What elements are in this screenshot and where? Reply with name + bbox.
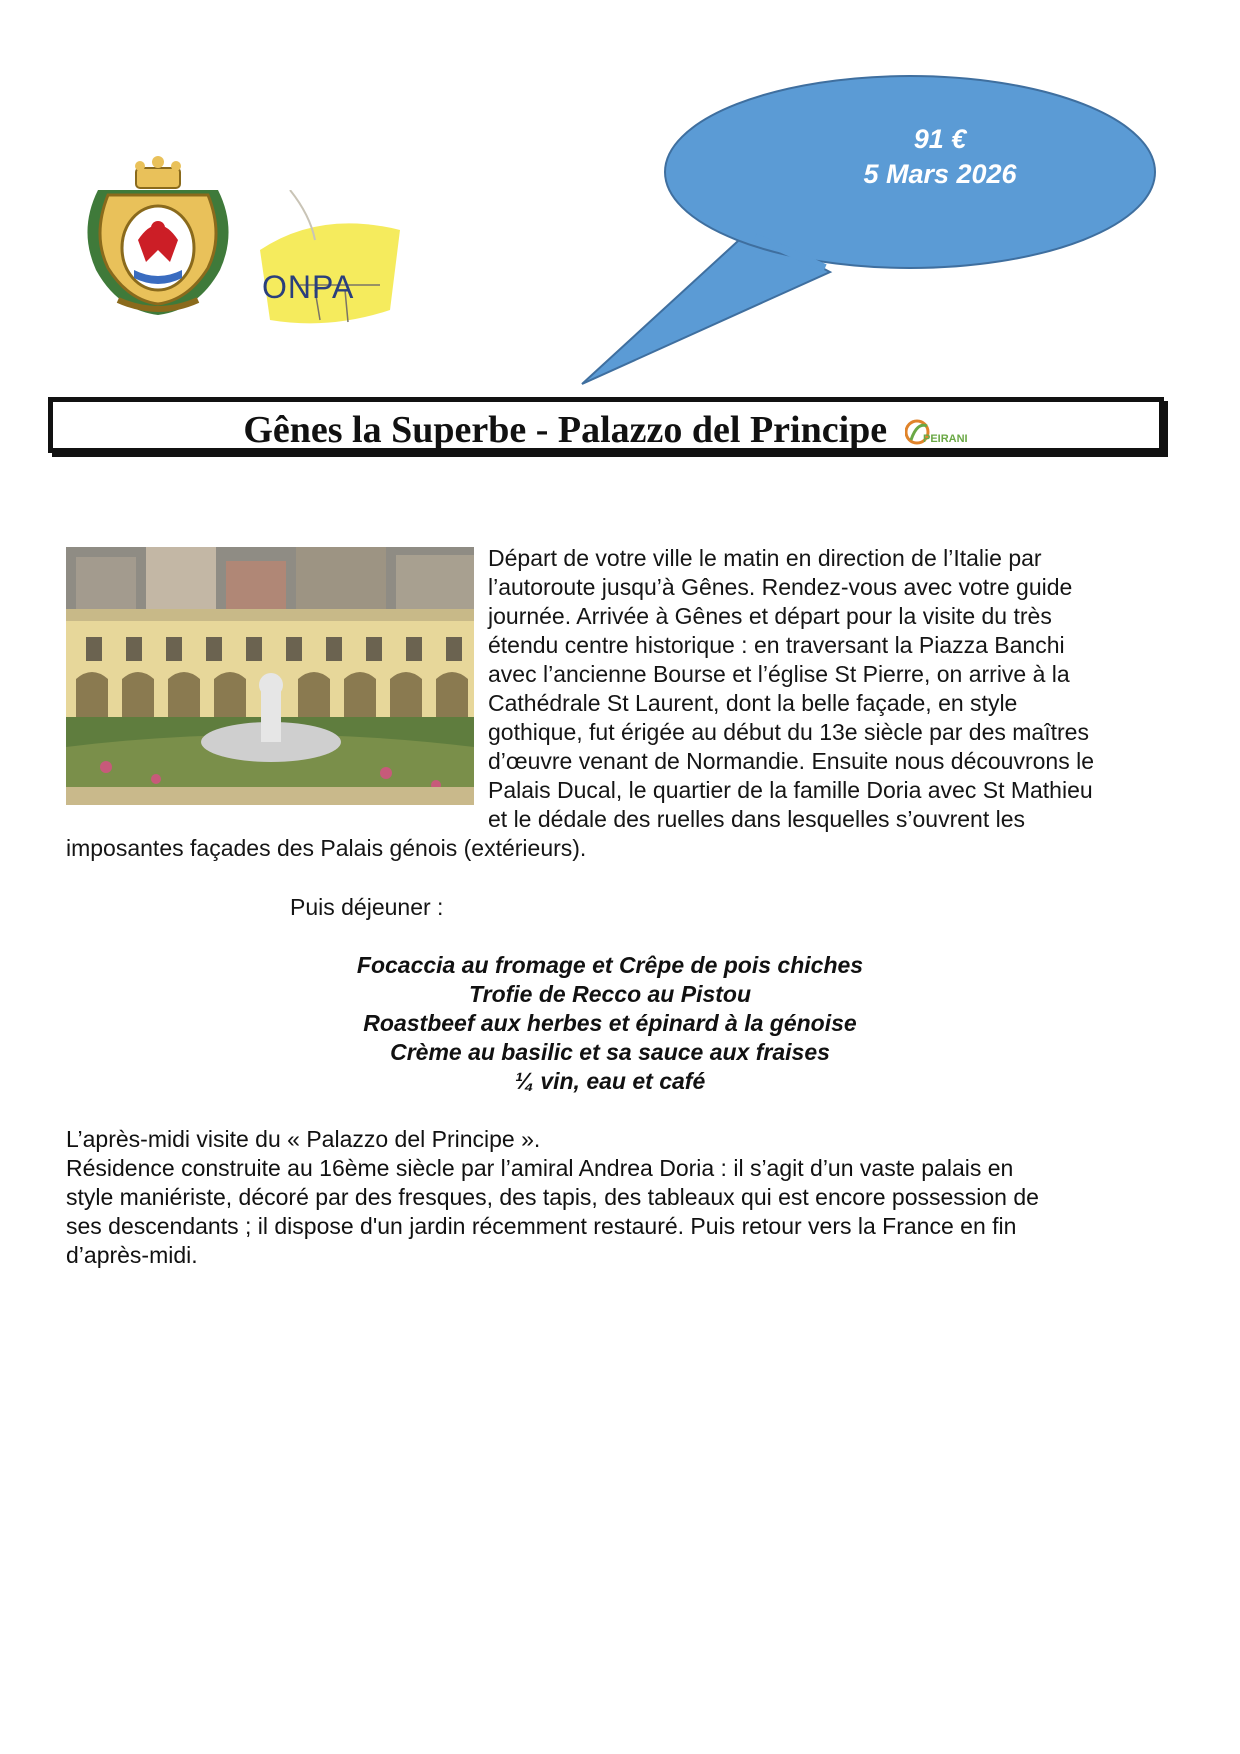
- intro-line: étendu centre historique : en traversant la Piazza Banchi: [488, 632, 1065, 658]
- onpa-logo-graphic: [260, 190, 410, 340]
- intro-line: avec l’ancienne Bourse et l’église St Pierre, on arrive à la: [488, 661, 1070, 687]
- title-box: [48, 397, 1164, 453]
- afternoon-line: style maniériste, décoré par des fresques, des tapis, des tableaux qui est encore possession de: [66, 1184, 1039, 1210]
- onpa-logo-text: ONPA: [262, 269, 355, 305]
- palazzo-photo: [66, 547, 474, 805]
- menu-item: Crème au basilic et sa sauce aux fraises: [390, 1039, 830, 1065]
- afternoon-line: L’après-midi visite du « Palazzo del Principe ».: [66, 1126, 541, 1152]
- page-title: Gênes la Superbe - Palazzo del Principe: [243, 409, 888, 451]
- afternoon-line: Résidence construite au 16ème siècle par l’amiral Andrea Doria : il s’agit d’un vaste palais en: [66, 1155, 1014, 1181]
- afternoon-line: d’après-midi.: [66, 1242, 198, 1268]
- intro-line: Cathédrale St Laurent, dont la belle façade, en style: [488, 690, 1018, 716]
- trip-date: 5 Mars 2026: [863, 159, 1017, 189]
- afternoon-line: ses descendants ; il dispose d'un jardin récemment restauré. Puis retour vers la France en fin: [66, 1213, 1017, 1239]
- lunch-intro: Puis déjeuner :: [290, 894, 444, 920]
- city-crest-logo: [78, 150, 238, 320]
- menu-item: Trofie de Recco au Pistou: [468, 981, 752, 1007]
- intro-last-line: imposantes façades des Palais génois (extérieurs).: [66, 835, 587, 861]
- intro-line: Palais Ducal, le quartier de la famille Doria avec St Mathieu: [488, 777, 1093, 803]
- price: 91 €: [913, 124, 967, 154]
- bubble-content: [820, 122, 1060, 192]
- menu-item: ¼ vin, eau et café: [514, 1068, 706, 1094]
- intro-line: et le dédale des ruelles dans lesquelles s’ouvrent les: [488, 806, 1025, 832]
- menu-item: Roastbeef aux herbes et épinard à la génoise: [363, 1010, 857, 1036]
- menu-item: Focaccia au fromage et Crêpe de pois chiches: [356, 952, 864, 978]
- intro-line: gothique, fut érigée au début du 13e siècle par des maîtres: [488, 719, 1089, 745]
- peirani-logo: [905, 418, 969, 448]
- intro-line: journée. Arrivée à Gênes et départ pour la visite du très: [488, 603, 1052, 629]
- intro-line: Départ de votre ville le matin en direction de l’Italie par: [488, 545, 1042, 571]
- intro-line: d’œuvre venant de Normandie. Ensuite nous découvrons le: [488, 748, 1095, 774]
- svg-text:PEIRANI: PEIRANI: [922, 433, 968, 446]
- intro-line: l’autoroute jusqu’à Gênes. Rendez-vous avec votre guide: [488, 574, 1073, 600]
